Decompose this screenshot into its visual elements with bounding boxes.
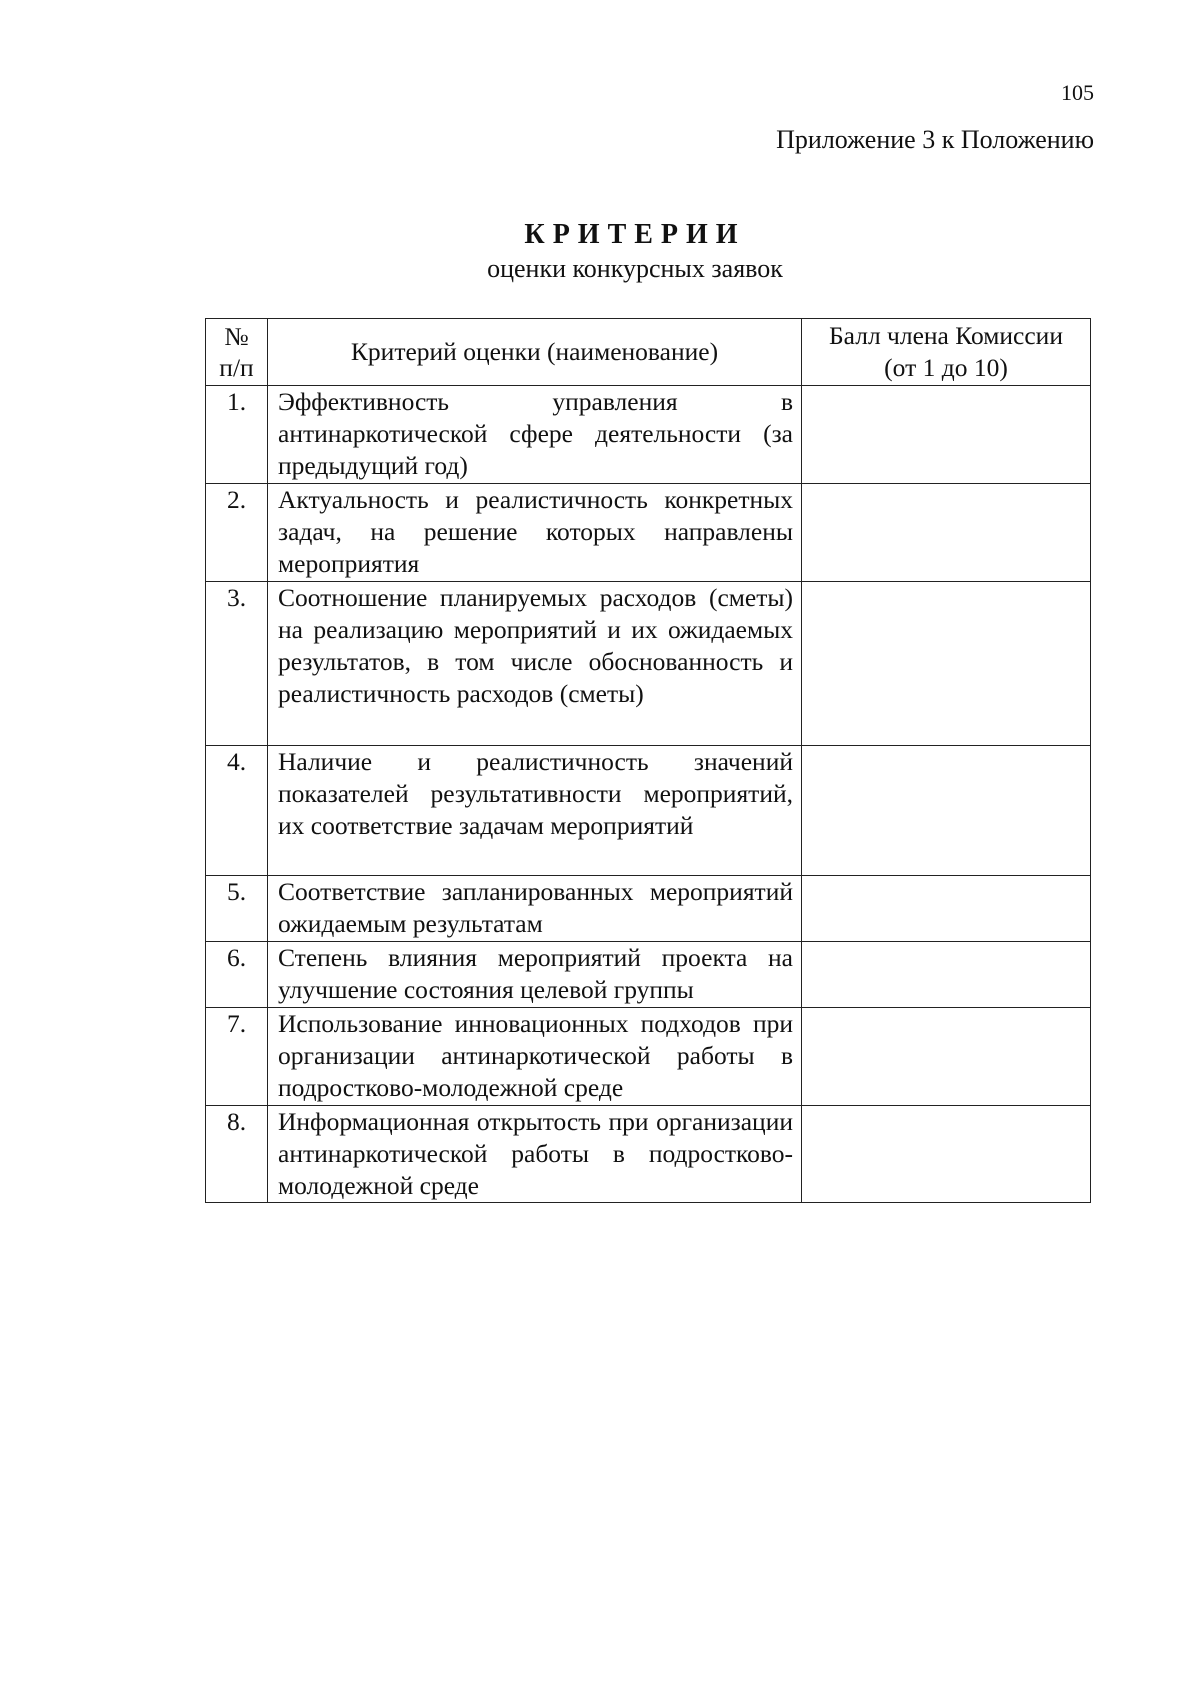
- header-criterion: Критерий оценки (наименование): [268, 319, 802, 386]
- row-criterion: Актуальность и реалистичность конкретных задач, на решение которых направлены мероприятия: [268, 484, 802, 582]
- row-score-cell[interactable]: [802, 746, 1091, 876]
- header-score-title: Балл члена Комиссии: [829, 321, 1063, 350]
- appendix-note: Приложение 3 к Положению: [776, 125, 1094, 154]
- row-score-cell[interactable]: [802, 1008, 1091, 1106]
- row-number: 7.: [206, 1008, 268, 1106]
- row-number: 8.: [206, 1106, 268, 1203]
- header-score: [802, 319, 1091, 386]
- row-number: 1.: [206, 386, 268, 484]
- header-number-abbrev: п/п: [219, 353, 254, 382]
- document-title: КРИТЕРИИ: [524, 219, 746, 250]
- table-body: [206, 386, 1091, 1203]
- row-criterion: Информационная открытость при организации антинаркотической работы в подростково-молодежной среде: [268, 1106, 802, 1203]
- row-score-cell[interactable]: [802, 942, 1091, 1008]
- table-row: [206, 386, 1091, 484]
- criteria-table: [205, 318, 1091, 1203]
- row-criterion: Соответствие запланированных мероприятий ожидаемым результатам: [268, 876, 802, 942]
- row-criterion: Соотношение планируемых расходов (сметы) на реализацию мероприятий и их ожидаемых результатов, в том числе обоснованность и реалистичность расходов (сметы): [268, 582, 802, 746]
- table-row: [206, 1106, 1091, 1203]
- header-row: [206, 319, 1091, 386]
- table-header: [206, 319, 1091, 386]
- header-score-range: (от 1 до 10): [884, 353, 1008, 382]
- row-criterion: Степень влияния мероприятий проекта на улучшение состояния целевой группы: [268, 942, 802, 1008]
- table-row: [206, 876, 1091, 942]
- row-number: 2.: [206, 484, 268, 582]
- row-number: 4.: [206, 746, 268, 876]
- table-row: [206, 582, 1091, 746]
- row-criterion: Использование инновационных подходов при организации антинаркотической работы в подростково-молодежной среде: [268, 1008, 802, 1106]
- row-score-cell[interactable]: [802, 876, 1091, 942]
- table-row: [206, 942, 1091, 1008]
- row-number: 5.: [206, 876, 268, 942]
- table-row: [206, 1008, 1091, 1106]
- header-number: [206, 319, 268, 386]
- row-number: 3.: [206, 582, 268, 746]
- document-subtitle: оценки конкурсных заявок: [487, 254, 783, 283]
- row-score-cell[interactable]: [802, 484, 1091, 582]
- row-score-cell[interactable]: [802, 1106, 1091, 1203]
- header-number-symbol: №: [224, 322, 249, 351]
- table-row: [206, 484, 1091, 582]
- row-number: 6.: [206, 942, 268, 1008]
- page-number: 105: [1061, 80, 1094, 105]
- table-row: [206, 746, 1091, 876]
- row-criterion: Эффективность управления в антинаркотической сфере деятельности (за предыдущий год): [268, 386, 802, 484]
- row-criterion: Наличие и реалистичность значений показателей результативности мероприятий, их соответствие задачам мероприятий: [268, 746, 802, 876]
- row-score-cell[interactable]: [802, 386, 1091, 484]
- row-score-cell[interactable]: [802, 582, 1091, 746]
